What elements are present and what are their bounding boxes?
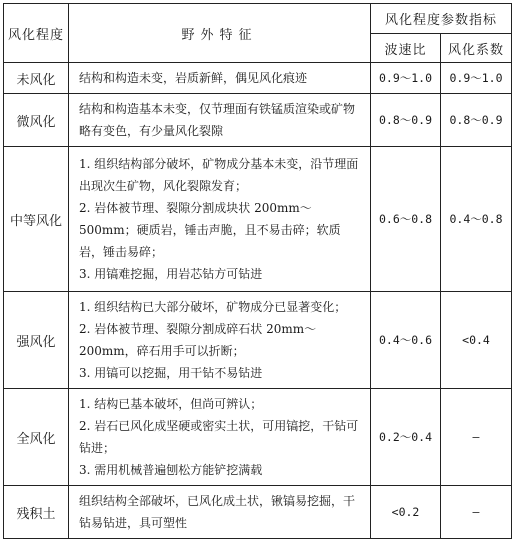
wave-ratio-cell: 0.6～0.8 bbox=[371, 147, 441, 292]
features-cell bbox=[69, 389, 371, 486]
features-cell bbox=[69, 147, 371, 292]
feature-line: 3. 用镐可以挖掘，用干钻不易钻进 bbox=[79, 366, 263, 380]
header-features: 野外特征 bbox=[69, 4, 371, 63]
feature-line: 结构和构造基本未变，仅节理面有铁锰质渲染或矿物略有变色，有少量风化裂隙 bbox=[79, 102, 356, 138]
wave-ratio-cell: 0.2～0.4 bbox=[371, 389, 441, 486]
features-cell bbox=[69, 292, 371, 389]
degree-cell: 未风化 bbox=[4, 63, 69, 94]
degree-cell: 中等风化 bbox=[4, 147, 69, 292]
wave-ratio-cell: 0.9～1.0 bbox=[371, 63, 441, 94]
features-cell bbox=[69, 94, 371, 147]
feature-line: 3. 需用机械普遍刨松方能铲挖满载 bbox=[79, 463, 263, 477]
table-row bbox=[4, 63, 512, 94]
feature-line: 结构和构造未变，岩质新鲜，偶见风化痕迹 bbox=[79, 71, 308, 85]
table-row bbox=[4, 389, 512, 486]
feature-line: 2. 岩石已风化成坚硬或密实土状，可用镐挖，干钻可钻进； bbox=[79, 419, 359, 455]
wave-ratio-cell: 0.8～0.9 bbox=[371, 94, 441, 147]
feature-line: 1. 组织结构已大部分破坏，矿物成分已显著变化； bbox=[79, 300, 347, 314]
degree-cell: 强风化 bbox=[4, 292, 69, 389]
feature-line: 组织结构全部破坏，已风化成土状，锹镐易挖掘，干钻易钻进，具可塑性 bbox=[79, 494, 356, 530]
weathering-coef-cell: 0.9～1.0 bbox=[441, 63, 512, 94]
weathering-coef-cell: 0.4～0.8 bbox=[441, 147, 512, 292]
feature-line: 2. 岩体被节理、裂隙分割成块状 200mm～500mm；硬质岩，锤击声脆，且不易击碎；软质岩，锤击易碎； bbox=[79, 201, 341, 259]
feature-line: 1. 结构已基本破坏，但尚可辨认； bbox=[79, 397, 263, 411]
header-row bbox=[4, 4, 512, 34]
weathering-coef-cell: — bbox=[441, 486, 512, 539]
header-params: 风化程度参数指标 bbox=[371, 4, 512, 34]
header-weathering-coef: 风化系数 bbox=[441, 34, 512, 63]
weathering-coef-cell: <0.4 bbox=[441, 292, 512, 389]
weathering-coef-cell: 0.8～0.9 bbox=[441, 94, 512, 147]
table-row bbox=[4, 94, 512, 147]
features-cell bbox=[69, 63, 371, 94]
header-wave-ratio: 波速比 bbox=[371, 34, 441, 63]
header-degree: 风化程度 bbox=[4, 4, 69, 63]
degree-cell: 微风化 bbox=[4, 94, 69, 147]
feature-line: 3. 用镐难挖掘，用岩芯钻方可钻进 bbox=[79, 267, 263, 281]
table-row bbox=[4, 147, 512, 292]
weathering-degree-table bbox=[3, 3, 512, 539]
degree-cell: 残积土 bbox=[4, 486, 69, 539]
wave-ratio-cell: 0.4～0.6 bbox=[371, 292, 441, 389]
table-row bbox=[4, 292, 512, 389]
weathering-coef-cell: — bbox=[441, 389, 512, 486]
wave-ratio-cell: <0.2 bbox=[371, 486, 441, 539]
feature-line: 2. 岩体被节理、裂隙分割成碎石状 20mm～200mm，碎石用手可以折断； bbox=[79, 322, 317, 358]
feature-line: 1. 组织结构部分破坏，矿物成分基本未变，沿节理面出现次生矿物，风化裂隙发育； bbox=[79, 157, 359, 193]
degree-cell: 全风化 bbox=[4, 389, 69, 486]
